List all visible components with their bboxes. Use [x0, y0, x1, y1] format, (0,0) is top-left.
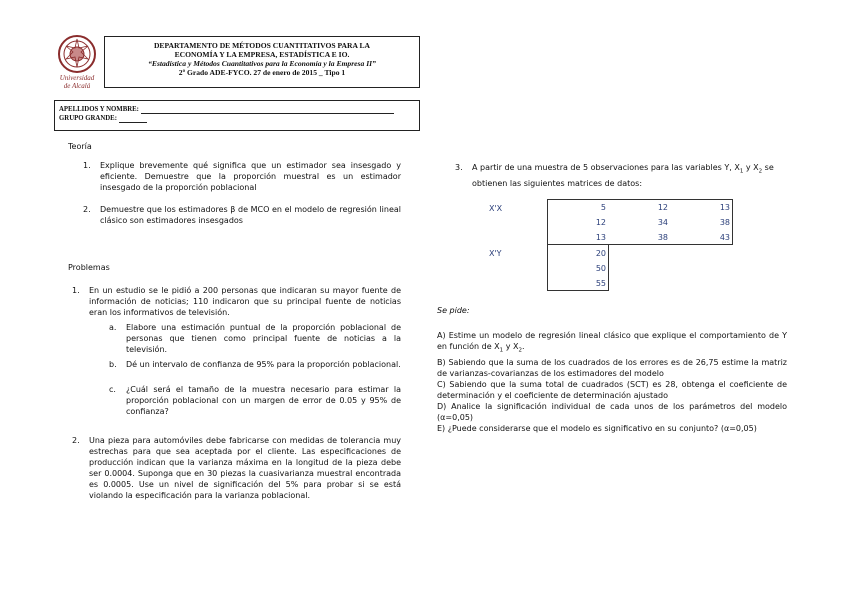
se-pide-e: E) ¿Puede considerarse que el modelo es significativo en su conjunto? (α=0,05) [437, 423, 757, 433]
apellidos-field[interactable] [141, 106, 394, 114]
se-pide-b: B) Sabiendo que la suma de los cuadrados de los errores es de 26,75 estime la matriz de varianzas-covarianzas de los estimadores del modelo [437, 357, 787, 378]
xy-cell: 50 [595, 264, 606, 273]
xx-cell: 12 [595, 218, 606, 227]
xx-cell: 38 [657, 233, 668, 242]
teoria-heading: Teoría [68, 142, 92, 151]
header-line-1: DEPARTAMENTO DE MÉTODOS CUANTITATIVOS PARA LA [153, 41, 371, 50]
problema-2-num: 2. [72, 436, 80, 445]
p3-text-mid: y X [743, 163, 759, 172]
xx-cell: 43 [719, 233, 730, 242]
xx-cell: 13 [595, 233, 606, 242]
xx-label: X'X [489, 204, 503, 213]
header-line-4: 2º Grado ADE-FYCO. 27 de enero de 2015 _ Tipo 1 [178, 68, 346, 77]
teoria-item-1-text: Explique brevemente qué significa que un estimador sea insesgado y eficiente. Demuestre que la proporción muestral es un estimador insesgado de la proporción poblacional [100, 161, 401, 192]
xx-cell: 12 [657, 203, 668, 212]
university-logo [54, 34, 100, 90]
apellidos-label: APELLIDOS Y NOMBRE: [59, 106, 139, 113]
xy-cell: 55 [595, 279, 606, 288]
header-line-2: ECONOMÍA Y LA EMPRESA, ESTADÍSTICA E IO. [174, 50, 350, 59]
problema-3 [455, 162, 785, 189]
student-info-box [54, 100, 420, 131]
xy-label: X'Y [489, 249, 502, 258]
se-pide-a [437, 330, 787, 357]
table-border-top [547, 199, 733, 200]
se-pide-d: D) Analice la significación individual de cada unos de los parámetros del modelo (α=0,05) [437, 401, 787, 422]
teoria-item-2-num: 2. [83, 205, 91, 214]
table-border-right [732, 199, 733, 245]
apellidos-row [59, 105, 419, 114]
teoria-item-1 [83, 160, 401, 193]
table-border-left [547, 199, 548, 291]
problema-3-num: 3. [455, 163, 463, 172]
teoria-item-1-num: 1. [83, 161, 91, 170]
sub-c-label: c. [109, 385, 116, 394]
table-border-bottom [547, 290, 609, 291]
se-pide-a-sub-2: 2 [518, 347, 522, 354]
table-border-mid [547, 244, 733, 245]
svg-text:de Alcalá: de Alcalá [63, 82, 91, 90]
se-pide-list [437, 330, 787, 434]
p3-text-post: se obtienen las siguientes matrices de datos: [472, 163, 774, 188]
xx-cell: 5 [600, 203, 606, 212]
sub-a-text: Elabore una estimación puntual de la proporción poblacional de personas que tienen como principal fuente de noticias a la televisión. [126, 323, 401, 354]
teoria-item-2 [83, 204, 401, 226]
p3-text-pre: A partir de una muestra de 5 observaciones para las variables Y, X [472, 163, 740, 172]
xx-cell: 38 [719, 218, 730, 227]
header-line-3: “Estadística y Métodos Cuantitativos para la Economía y la Empresa II” [148, 59, 376, 68]
grupo-field[interactable] [119, 115, 147, 123]
problema-1 [72, 285, 401, 318]
table-border-xy-right [608, 244, 609, 291]
se-pide-a-post: . [521, 342, 525, 351]
xx-cell: 34 [657, 218, 668, 227]
svg-text:Universidad: Universidad [59, 74, 95, 82]
sub-b-label: b. [109, 360, 117, 369]
teoria-item-2-text: Demuestre que los estimadores β de MCO en el modelo de regresión lineal clásico son estimadores insesgados [100, 205, 401, 225]
problema-1-sub-c [109, 384, 401, 417]
se-pide-heading: Se pide: [437, 306, 470, 315]
problema-1-sub-a [109, 322, 401, 355]
se-pide-a-sub-1: 1 [499, 347, 504, 354]
problema-1-sub-b [109, 359, 401, 370]
se-pide-c: C) Sabiendo que la suma total de cuadrados (SCT) es 28, obtenga el coeficiente de determinación y el coeficiente de determinación ajustado [437, 379, 787, 400]
grupo-label: GRUPO GRANDE: [59, 115, 117, 122]
grupo-row [59, 114, 419, 123]
p3-sub-2: 2 [758, 168, 763, 175]
problema-2 [72, 435, 401, 501]
sub-a-label: a. [109, 323, 117, 332]
se-pide-a-pre: A) Estime un modelo de regresión lineal clásico que explique el comportamiento de Y en función de X [437, 331, 787, 351]
problema-2-text: Una pieza para automóviles debe fabricarse con medidas de tolerancia muy estrechas para que sea aceptada por el cliente. Las especificaciones de producción indican que la varianza máxima en la longitud de la pieza debe ser 0.0004. Suponga que en 30 piezas la cuasivarianza muestral encontrada es 0.0005. Use un nivel de significación del 5% para probar si se está violando la especificación para la varianza poblacional. [89, 436, 401, 500]
problemas-heading: Problemas [68, 263, 110, 272]
p3-sub-1: 1 [739, 168, 744, 175]
sub-b-text: Dé un intervalo de confianza de 95% para la proporción poblacional. [126, 360, 401, 369]
seal-icon [54, 34, 100, 90]
se-pide-a-mid: y X [503, 342, 519, 351]
xx-cell: 13 [719, 203, 730, 212]
problema-3-text [472, 162, 785, 189]
xy-cell: 20 [595, 249, 606, 258]
problema-1-num: 1. [72, 286, 80, 295]
sub-c-text: ¿Cuál será el tamaño de la muestra necesario para estimar la proporción poblacional con un margen de error de 0.05 y 95% de confianza? [126, 385, 401, 416]
problema-1-text: En un estudio se le pidió a 200 personas que indicaran su mayor fuente de información de noticias; 110 indicaron que su principal fuente de noticias eran los informativos de televisión. [89, 286, 401, 317]
exam-header [104, 36, 420, 88]
